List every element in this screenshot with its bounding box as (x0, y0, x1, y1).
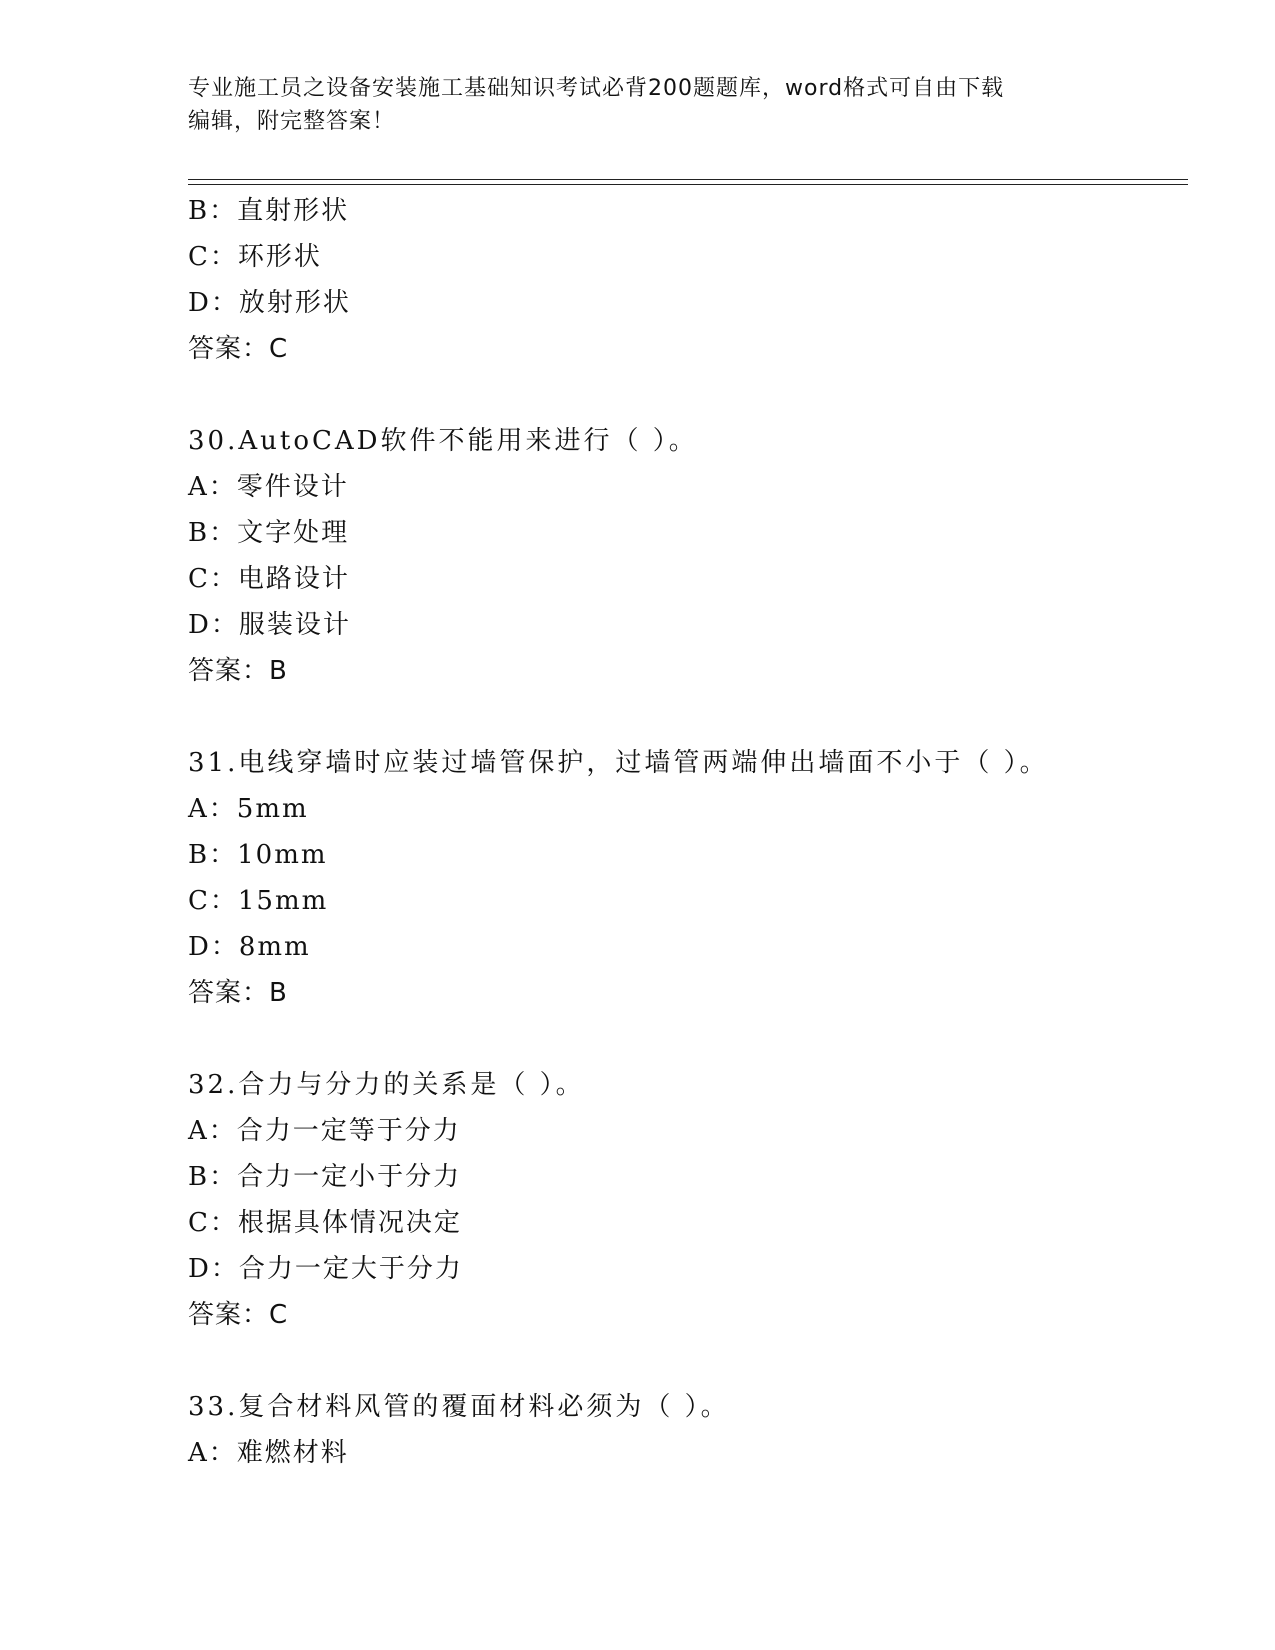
question-list (188, 188, 1188, 1476)
question-stem: 30.AutoCAD软件不能用来进行（ ）。 (188, 426, 698, 456)
option-c: C：根据具体情况决定 (188, 1208, 462, 1238)
option-b: B：合力一定小于分力 (188, 1162, 462, 1192)
option-d: D：服装设计 (188, 610, 351, 640)
question-stem: 31.电线穿墙时应装过墙管保护，过墙管两端伸出墙面不小于（ ）。 (188, 748, 1049, 778)
option-c: C：电路设计 (188, 564, 350, 594)
option-c: C：15mm (188, 886, 329, 916)
option-c: C：环形状 (188, 242, 322, 272)
answer-line: 答案：B (188, 978, 288, 1008)
option-d: D：合力一定大于分力 (188, 1254, 463, 1284)
header-line-2: 编辑，附完整答案！ (188, 109, 396, 134)
answer-line: 答案：C (188, 334, 289, 364)
question-29 (188, 188, 1188, 372)
question-stem: 32.合力与分力的关系是（ ）。 (188, 1070, 585, 1100)
question-stem: 33.复合材料风管的覆面材料必须为（ ）。 (188, 1392, 730, 1422)
question-30 (188, 418, 1188, 694)
option-b: B：10mm (188, 840, 328, 870)
question-33 (188, 1384, 1188, 1476)
header-rule-bottom (188, 184, 1188, 185)
header-rule-top (188, 179, 1188, 180)
option-a: A：难燃材料 (188, 1438, 349, 1468)
option-a: A：5mm (188, 794, 309, 824)
document-header (188, 72, 1088, 138)
option-b: B：直射形状 (188, 196, 350, 226)
option-a: A：合力一定等于分力 (188, 1116, 461, 1146)
answer-line: 答案：B (188, 656, 288, 686)
option-a: A：零件设计 (188, 472, 349, 502)
answer-line: 答案：C (188, 1300, 289, 1330)
option-b: B：文字处理 (188, 518, 350, 548)
option-d: D：放射形状 (188, 288, 351, 318)
option-d: D：8mm (188, 932, 311, 962)
question-32 (188, 1062, 1188, 1338)
question-31 (188, 740, 1188, 1016)
header-line-1: 专业施工员之设备安装施工基础知识考试必背200题题库，word格式可自由下载 (188, 76, 1005, 101)
